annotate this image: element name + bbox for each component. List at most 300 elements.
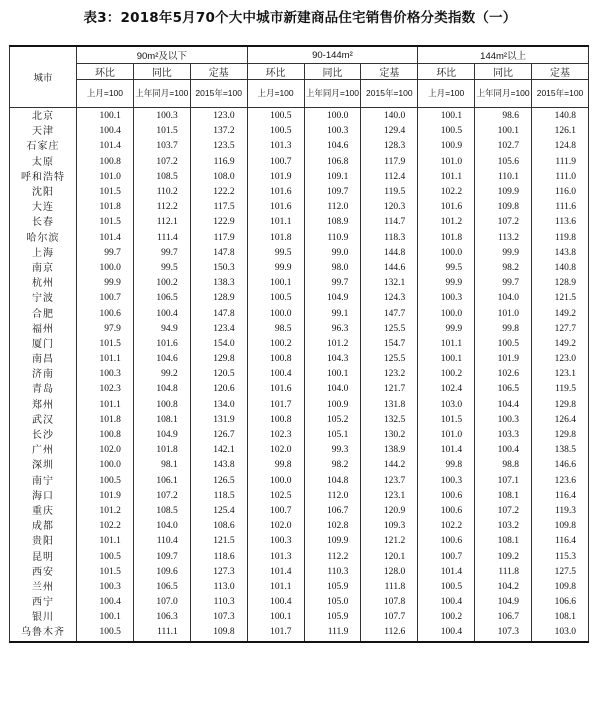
index-value: 100.1 (247, 610, 304, 625)
index-value: 100.0 (418, 306, 475, 321)
index-value: 101.0 (418, 155, 475, 170)
subheader-mom: 环比 (77, 64, 134, 80)
index-value: 101.5 (133, 124, 190, 139)
index-value: 100.3 (133, 108, 190, 125)
index-value: 101.1 (77, 398, 134, 413)
index-value: 102.2 (418, 519, 475, 534)
index-value: 107.2 (475, 504, 532, 519)
table-row (10, 504, 589, 519)
index-value: 104.0 (475, 291, 532, 306)
index-value: 131.9 (190, 413, 247, 428)
city-name: 天津 (10, 124, 77, 139)
index-value: 123.4 (190, 322, 247, 337)
index-value: 110.4 (133, 534, 190, 549)
index-value: 107.3 (190, 610, 247, 625)
subheader-fixed-base: 定基 (190, 64, 247, 80)
table-row (10, 534, 589, 549)
index-value: 121.2 (361, 534, 418, 549)
table-row (10, 155, 589, 170)
city-name: 杭州 (10, 276, 77, 291)
index-value: 104.6 (133, 352, 190, 367)
index-value: 124.8 (532, 139, 589, 154)
index-value: 104.9 (304, 291, 361, 306)
index-value: 104.0 (133, 519, 190, 534)
index-value: 142.1 (190, 443, 247, 458)
index-value: 100.0 (77, 261, 134, 276)
index-value: 104.3 (304, 352, 361, 367)
city-name: 上海 (10, 246, 77, 261)
index-value: 120.3 (361, 200, 418, 215)
index-value: 100.8 (77, 428, 134, 443)
base-note-fixed: 2015年=100 (532, 80, 589, 108)
index-value: 111.6 (532, 200, 589, 215)
index-value: 102.7 (475, 139, 532, 154)
index-value: 123.0 (190, 108, 247, 125)
index-value: 99.5 (133, 261, 190, 276)
subheader-yoy: 同比 (304, 64, 361, 80)
city-name: 广州 (10, 443, 77, 458)
city-name: 宁波 (10, 291, 77, 306)
index-value: 137.2 (190, 124, 247, 139)
index-value: 105.9 (304, 610, 361, 625)
index-value: 98.1 (133, 458, 190, 473)
index-value: 101.7 (247, 398, 304, 413)
index-value: 106.3 (133, 610, 190, 625)
index-value: 104.9 (475, 595, 532, 610)
index-value: 102.3 (77, 382, 134, 397)
subheader-yoy: 同比 (475, 64, 532, 80)
index-value: 99.8 (475, 322, 532, 337)
index-value: 106.7 (475, 610, 532, 625)
index-value: 101.8 (77, 413, 134, 428)
index-value: 100.1 (77, 610, 134, 625)
index-value: 101.1 (77, 534, 134, 549)
index-value: 154.7 (361, 337, 418, 352)
index-value: 111.0 (532, 170, 589, 185)
index-value: 121.7 (361, 382, 418, 397)
index-value: 107.3 (475, 625, 532, 641)
table-row (10, 306, 589, 321)
index-value: 101.5 (77, 337, 134, 352)
table-row (10, 261, 589, 276)
index-value: 122.9 (190, 215, 247, 230)
index-value: 118.6 (190, 549, 247, 564)
index-value: 100.0 (418, 246, 475, 261)
index-value: 101.5 (77, 565, 134, 580)
index-value: 101.6 (247, 200, 304, 215)
index-value: 102.4 (418, 382, 475, 397)
index-value: 108.1 (475, 489, 532, 504)
index-value: 118.3 (361, 231, 418, 246)
index-value: 103.0 (532, 625, 589, 641)
city-name: 太原 (10, 155, 77, 170)
index-value: 108.1 (532, 610, 589, 625)
index-value: 100.1 (418, 108, 475, 125)
table-header (10, 46, 589, 108)
index-value: 101.5 (418, 413, 475, 428)
table-row (10, 398, 589, 413)
index-value: 108.9 (304, 215, 361, 230)
index-value: 101.4 (418, 443, 475, 458)
index-value: 147.8 (190, 246, 247, 261)
index-value: 124.3 (361, 291, 418, 306)
index-value: 138.5 (532, 443, 589, 458)
index-value: 119.8 (532, 231, 589, 246)
index-value: 132.1 (361, 276, 418, 291)
index-value: 131.8 (361, 398, 418, 413)
index-value: 100.3 (418, 291, 475, 306)
index-value: 107.2 (475, 215, 532, 230)
table-row (10, 549, 589, 564)
table-row (10, 443, 589, 458)
table-row (10, 489, 589, 504)
index-value: 102.6 (475, 367, 532, 382)
index-value: 100.8 (247, 352, 304, 367)
index-value: 99.2 (133, 367, 190, 382)
index-value: 100.3 (304, 124, 361, 139)
table-row (10, 610, 589, 625)
table-row (10, 337, 589, 352)
city-name: 海口 (10, 489, 77, 504)
index-value: 100.6 (77, 306, 134, 321)
table-row (10, 108, 589, 125)
city-name: 西安 (10, 565, 77, 580)
base-note-mom: 上月=100 (247, 80, 304, 108)
table-row (10, 625, 589, 641)
index-value: 100.4 (418, 625, 475, 641)
index-value: 126.5 (190, 474, 247, 489)
index-value: 111.9 (304, 625, 361, 641)
table-row (10, 322, 589, 337)
city-name: 合肥 (10, 306, 77, 321)
index-value: 98.8 (475, 458, 532, 473)
index-value: 123.1 (361, 489, 418, 504)
index-value: 103.2 (475, 519, 532, 534)
table-row (10, 519, 589, 534)
index-value: 150.3 (190, 261, 247, 276)
table-row (10, 291, 589, 306)
table-row (10, 382, 589, 397)
city-name: 沈阳 (10, 185, 77, 200)
index-value: 147.7 (361, 306, 418, 321)
subheader-mom: 环比 (418, 64, 475, 80)
index-value: 100.2 (418, 367, 475, 382)
index-value: 103.7 (133, 139, 190, 154)
table-row (10, 580, 589, 595)
index-value: 101.8 (133, 443, 190, 458)
index-value: 100.9 (304, 398, 361, 413)
city-name: 南宁 (10, 474, 77, 489)
index-value: 149.2 (532, 306, 589, 321)
table-row (10, 352, 589, 367)
index-value: 101.5 (77, 215, 134, 230)
index-value: 100.2 (133, 276, 190, 291)
city-name: 大连 (10, 200, 77, 215)
index-value: 112.2 (304, 549, 361, 564)
table-row (10, 474, 589, 489)
index-value: 123.5 (190, 139, 247, 154)
index-value: 125.4 (190, 504, 247, 519)
index-value: 140.8 (532, 261, 589, 276)
index-value: 109.8 (532, 580, 589, 595)
index-value: 107.0 (133, 595, 190, 610)
index-value: 110.3 (190, 595, 247, 610)
index-value: 132.5 (361, 413, 418, 428)
index-value: 108.1 (475, 534, 532, 549)
index-value: 106.6 (532, 595, 589, 610)
index-value: 104.8 (304, 474, 361, 489)
table-row (10, 246, 589, 261)
index-value: 99.9 (475, 246, 532, 261)
index-value: 109.2 (475, 549, 532, 564)
index-value: 101.2 (77, 504, 134, 519)
index-value: 100.8 (77, 155, 134, 170)
index-value: 119.3 (532, 504, 589, 519)
index-value: 115.3 (532, 549, 589, 564)
index-value: 108.0 (190, 170, 247, 185)
index-value: 120.6 (190, 382, 247, 397)
group-header-small: 90m²及以下 (77, 46, 248, 64)
index-value: 98.2 (475, 261, 532, 276)
index-value: 127.5 (532, 565, 589, 580)
index-value: 101.8 (247, 231, 304, 246)
index-value: 129.8 (532, 428, 589, 443)
index-value: 130.2 (361, 428, 418, 443)
index-value: 147.8 (190, 306, 247, 321)
index-value: 100.2 (247, 337, 304, 352)
index-value: 100.4 (133, 306, 190, 321)
index-value: 100.4 (475, 443, 532, 458)
city-name: 重庆 (10, 504, 77, 519)
table-row (10, 215, 589, 230)
index-value: 100.8 (133, 398, 190, 413)
city-name: 长春 (10, 215, 77, 230)
index-value: 100.9 (418, 139, 475, 154)
index-value: 110.2 (133, 185, 190, 200)
index-value: 144.2 (361, 458, 418, 473)
city-name: 石家庄 (10, 139, 77, 154)
index-value: 101.0 (418, 428, 475, 443)
index-value: 116.0 (532, 185, 589, 200)
index-value: 101.0 (77, 170, 134, 185)
index-value: 100.3 (475, 413, 532, 428)
index-value: 100.5 (77, 474, 134, 489)
index-value: 101.1 (247, 580, 304, 595)
table-row (10, 200, 589, 215)
index-value: 100.7 (77, 291, 134, 306)
index-value: 126.4 (532, 413, 589, 428)
index-value: 108.5 (133, 504, 190, 519)
city-name: 福州 (10, 322, 77, 337)
index-value: 105.6 (475, 155, 532, 170)
index-value: 100.1 (418, 352, 475, 367)
index-value: 102.5 (247, 489, 304, 504)
table-row (10, 428, 589, 443)
index-value: 144.6 (361, 261, 418, 276)
index-value: 104.2 (475, 580, 532, 595)
index-value: 101.0 (475, 306, 532, 321)
index-value: 127.7 (532, 322, 589, 337)
index-value: 99.5 (418, 261, 475, 276)
index-value: 116.4 (532, 489, 589, 504)
index-value: 123.2 (361, 367, 418, 382)
index-value: 103.0 (418, 398, 475, 413)
index-value: 99.9 (418, 322, 475, 337)
index-value: 99.9 (77, 276, 134, 291)
index-value: 101.1 (418, 337, 475, 352)
city-name: 深圳 (10, 458, 77, 473)
index-value: 101.9 (247, 170, 304, 185)
index-value: 106.5 (133, 580, 190, 595)
subheader-fixed-base: 定基 (532, 64, 589, 80)
index-value: 110.9 (304, 231, 361, 246)
index-value: 99.9 (418, 276, 475, 291)
index-value: 138.3 (190, 276, 247, 291)
index-value: 112.2 (133, 200, 190, 215)
index-value: 100.1 (304, 367, 361, 382)
index-value: 105.9 (304, 580, 361, 595)
index-value: 100.1 (475, 124, 532, 139)
index-value: 100.1 (247, 276, 304, 291)
index-value: 119.5 (532, 382, 589, 397)
city-name: 兰州 (10, 580, 77, 595)
city-name: 乌鲁木齐 (10, 625, 77, 641)
city-column-header: 城市 (10, 46, 77, 108)
base-note-fixed: 2015年=100 (361, 80, 418, 108)
table-row (10, 124, 589, 139)
index-value: 109.7 (133, 549, 190, 564)
city-name: 郑州 (10, 398, 77, 413)
table-row (10, 458, 589, 473)
index-value: 128.0 (361, 565, 418, 580)
index-value: 100.5 (247, 291, 304, 306)
base-note-yoy: 上年同月=100 (475, 80, 532, 108)
base-note-mom: 上月=100 (77, 80, 134, 108)
index-value: 100.3 (77, 580, 134, 595)
index-value: 98.5 (247, 322, 304, 337)
index-value: 107.7 (361, 610, 418, 625)
index-value: 101.8 (77, 200, 134, 215)
index-value: 100.4 (247, 367, 304, 382)
index-value: 143.8 (190, 458, 247, 473)
index-value: 109.9 (475, 185, 532, 200)
index-value: 100.2 (418, 610, 475, 625)
index-value: 117.9 (190, 231, 247, 246)
index-value: 102.0 (77, 443, 134, 458)
table-row (10, 170, 589, 185)
table-row (10, 139, 589, 154)
index-value: 102.8 (304, 519, 361, 534)
index-value: 134.0 (190, 398, 247, 413)
index-value: 101.2 (418, 215, 475, 230)
index-value: 120.9 (361, 504, 418, 519)
index-value: 102.2 (77, 519, 134, 534)
index-value: 100.3 (418, 474, 475, 489)
index-value: 116.9 (190, 155, 247, 170)
index-value: 129.4 (361, 124, 418, 139)
base-note-fixed: 2015年=100 (190, 80, 247, 108)
index-value: 101.2 (304, 337, 361, 352)
index-value: 109.9 (304, 534, 361, 549)
index-value: 98.6 (475, 108, 532, 125)
page-title: 表3：2018年5月70个大中城市新建商品住宅销售价格分类指数（一） (83, 10, 517, 26)
index-value: 114.7 (361, 215, 418, 230)
table-row (10, 231, 589, 246)
index-value: 100.4 (247, 595, 304, 610)
index-value: 100.6 (418, 504, 475, 519)
city-name: 呼和浩特 (10, 170, 77, 185)
index-value: 100.7 (247, 155, 304, 170)
index-value: 101.5 (77, 185, 134, 200)
index-value: 108.5 (133, 170, 190, 185)
city-name: 厦门 (10, 337, 77, 352)
index-value: 100.4 (77, 124, 134, 139)
index-value: 100.3 (247, 534, 304, 549)
index-value: 100.5 (247, 124, 304, 139)
index-value: 140.0 (361, 108, 418, 125)
index-value: 100.6 (418, 534, 475, 549)
table-row (10, 595, 589, 610)
index-value: 105.0 (304, 595, 361, 610)
city-name: 北京 (10, 108, 77, 125)
index-value: 121.5 (532, 291, 589, 306)
city-name: 武汉 (10, 413, 77, 428)
table-row (10, 565, 589, 580)
index-value: 100.4 (418, 595, 475, 610)
index-value: 112.1 (133, 215, 190, 230)
index-value: 112.0 (304, 489, 361, 504)
city-name: 长沙 (10, 428, 77, 443)
index-value: 126.1 (532, 124, 589, 139)
city-name: 南昌 (10, 352, 77, 367)
index-value: 98.0 (304, 261, 361, 276)
index-value: 119.5 (361, 185, 418, 200)
index-value: 104.4 (475, 398, 532, 413)
index-value: 99.7 (77, 246, 134, 261)
table-row (10, 367, 589, 382)
index-value: 101.8 (418, 231, 475, 246)
index-value: 99.5 (247, 246, 304, 261)
index-value: 122.2 (190, 185, 247, 200)
index-value: 123.1 (532, 367, 589, 382)
index-value: 109.8 (532, 519, 589, 534)
index-value: 101.1 (418, 170, 475, 185)
index-value: 101.1 (247, 215, 304, 230)
index-value: 100.5 (247, 108, 304, 125)
index-value: 103.3 (475, 428, 532, 443)
city-name: 贵阳 (10, 534, 77, 549)
index-value: 144.8 (361, 246, 418, 261)
index-value: 98.2 (304, 458, 361, 473)
index-value: 106.5 (475, 382, 532, 397)
index-value: 116.4 (532, 534, 589, 549)
index-value: 100.6 (418, 489, 475, 504)
index-value: 111.8 (361, 580, 418, 595)
index-value: 123.0 (532, 352, 589, 367)
index-value: 111.1 (133, 625, 190, 641)
index-value: 109.6 (133, 565, 190, 580)
index-value: 109.7 (304, 185, 361, 200)
index-value: 127.3 (190, 565, 247, 580)
index-value: 100.7 (418, 549, 475, 564)
index-value: 129.8 (190, 352, 247, 367)
city-name: 济南 (10, 367, 77, 382)
index-value: 117.9 (361, 155, 418, 170)
index-value: 108.6 (190, 519, 247, 534)
index-value: 110.1 (475, 170, 532, 185)
base-note-yoy: 上年同月=100 (133, 80, 190, 108)
index-value: 102.0 (247, 443, 304, 458)
